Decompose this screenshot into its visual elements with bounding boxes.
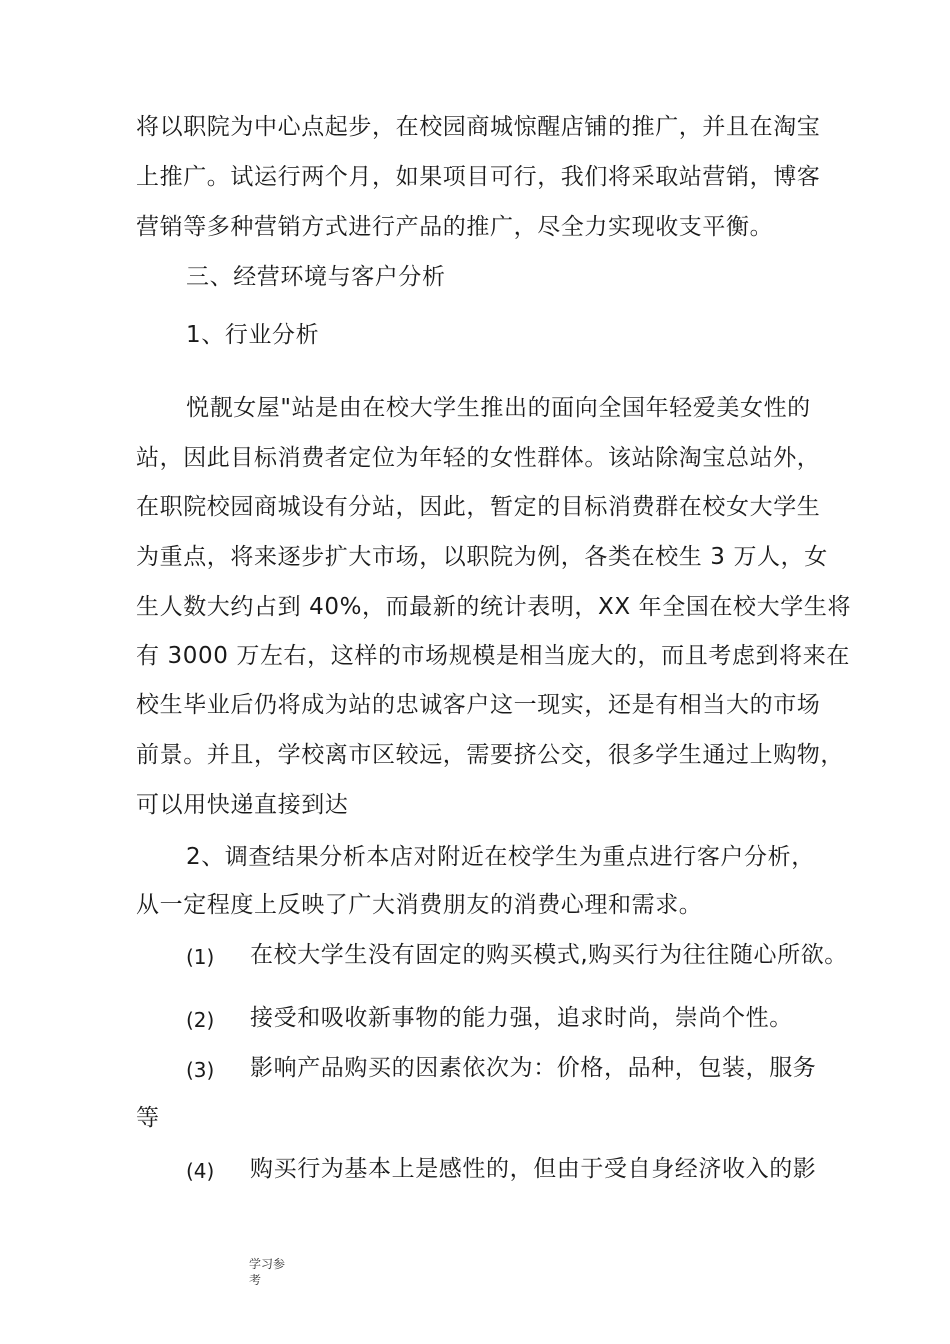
list-item-text: 在校大学生没有固定的购买模式,购买行为往往随心所欲。: [250, 942, 848, 968]
paragraph-line: 2、调查结果分析本店对附近在校学生为重点进行客户分析，: [186, 844, 815, 870]
paragraph-line: 在职院校园商城设有分站，因此，暂定的目标消费群在校女大学生: [136, 494, 821, 520]
list-item-continuation: 等: [136, 1105, 160, 1131]
paragraph-line: 将以职院为中心点起步，在校园商城惊醒店铺的推广，并且在淘宝: [136, 114, 821, 140]
footer-text: 学习参: [249, 1257, 286, 1271]
paragraph-line: 前景。并且，学校离市区较远，需要挤公交，很多学生通过上购物，: [136, 742, 844, 768]
paragraph-line: 可以用快递直接到达: [136, 792, 349, 818]
paragraph-line: 校生毕业后仍将成为站的忠诚客户这一现实，还是有相当大的市场: [136, 692, 821, 718]
paragraph-line: 生人数大约占到 40%，而最新的统计表明，XX 年全国在校大学生将: [136, 594, 852, 620]
paragraph-line: 上推广。试运行两个月，如果项目可行，我们将采取站营销，博客: [136, 164, 821, 190]
footer-text: 考: [249, 1273, 262, 1287]
paragraph-line: 站，因此目标消费者定位为年轻的女性群体。该站除淘宝总站外，: [136, 445, 821, 471]
paragraph-line: 悦靓女屋"站是由在校大学生推出的面向全国年轻爱美女性的: [186, 395, 811, 421]
subsection-heading: 1、行业分析: [186, 322, 320, 348]
paragraph-line: 营销等多种营销方式进行产品的推广，尽全力实现收支平衡。: [136, 214, 774, 240]
list-item-text: 接受和吸收新事物的能力强，追求时尚，崇尚个性。: [250, 1005, 793, 1031]
list-item-number: (3): [186, 1058, 215, 1082]
list-item-text: 影响产品购买的因素依次为：价格，品种，包装，服务: [250, 1055, 817, 1081]
section-heading: 三、经营环境与客户分析: [186, 264, 446, 290]
paragraph-line: 从一定程度上反映了广大消费朋友的消费心理和需求。: [136, 892, 703, 918]
list-item-number: (4): [186, 1159, 215, 1183]
list-item-number: (2): [186, 1008, 215, 1032]
paragraph-line: 为重点，将来逐步扩大市场，以职院为例，各类在校生 3 万人，女: [136, 544, 828, 570]
list-item-number: (1): [186, 945, 215, 969]
paragraph-line: 有 3000 万左右，这样的市场规模是相当庞大的，而且考虑到将来在: [136, 643, 850, 669]
list-item-text: 购买行为基本上是感性的，但由于受自身经济收入的影: [250, 1156, 817, 1182]
